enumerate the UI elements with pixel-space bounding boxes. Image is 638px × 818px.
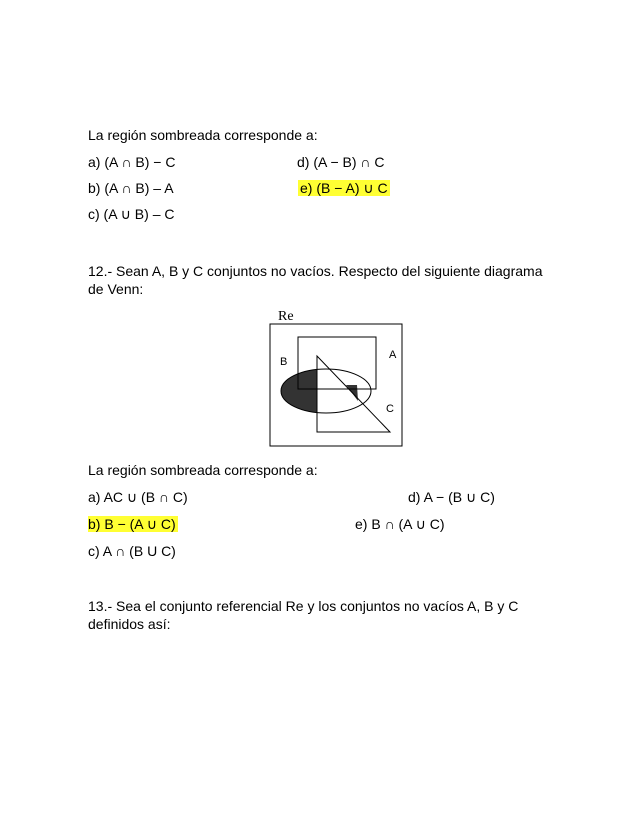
q11-option-e-highlighted: e) (B − A) ∪ C: [300, 180, 388, 196]
q11-prompt: La región sombreada corresponde a:: [88, 127, 318, 143]
venn-diagram: [262, 304, 422, 454]
q11-option-c: c) (A ∪ B) – C: [88, 206, 175, 222]
q13-stem-line2: definidos así:: [88, 616, 171, 632]
q12-option-c: c) A ∩ (B U C): [88, 543, 176, 559]
q13-stem-line1: 13.- Sea el conjunto referencial Re y los conjuntos no vacíos A, B y C: [88, 598, 519, 614]
q11-option-a: a) (A ∩ B) − C: [88, 154, 176, 170]
q12-option-e: e) B ∩ (A ∪ C): [355, 516, 445, 532]
q12-option-a: a) AC ∪ (B ∩ C): [88, 489, 188, 505]
venn-label-c: C: [386, 403, 394, 415]
q12-option-d: d) A − (B ∪ C): [408, 489, 495, 505]
venn-label-a: A: [389, 349, 397, 361]
q12-stem-line1: 12.- Sean A, B y C conjuntos no vacíos. Respecto del siguiente diagrama: [88, 263, 543, 279]
venn-title-re: Re: [278, 309, 294, 324]
q12-prompt: La región sombreada corresponde a:: [88, 462, 318, 478]
q11-option-d: d) (A − B) ∩ C: [297, 154, 385, 170]
q12-option-b-highlighted: b) B − (A ∪ C): [88, 516, 176, 532]
q11-option-b: b) (A ∩ B) – A: [88, 180, 174, 196]
venn-label-b: B: [280, 356, 288, 368]
q12-stem-line2: de Venn:: [88, 281, 144, 297]
